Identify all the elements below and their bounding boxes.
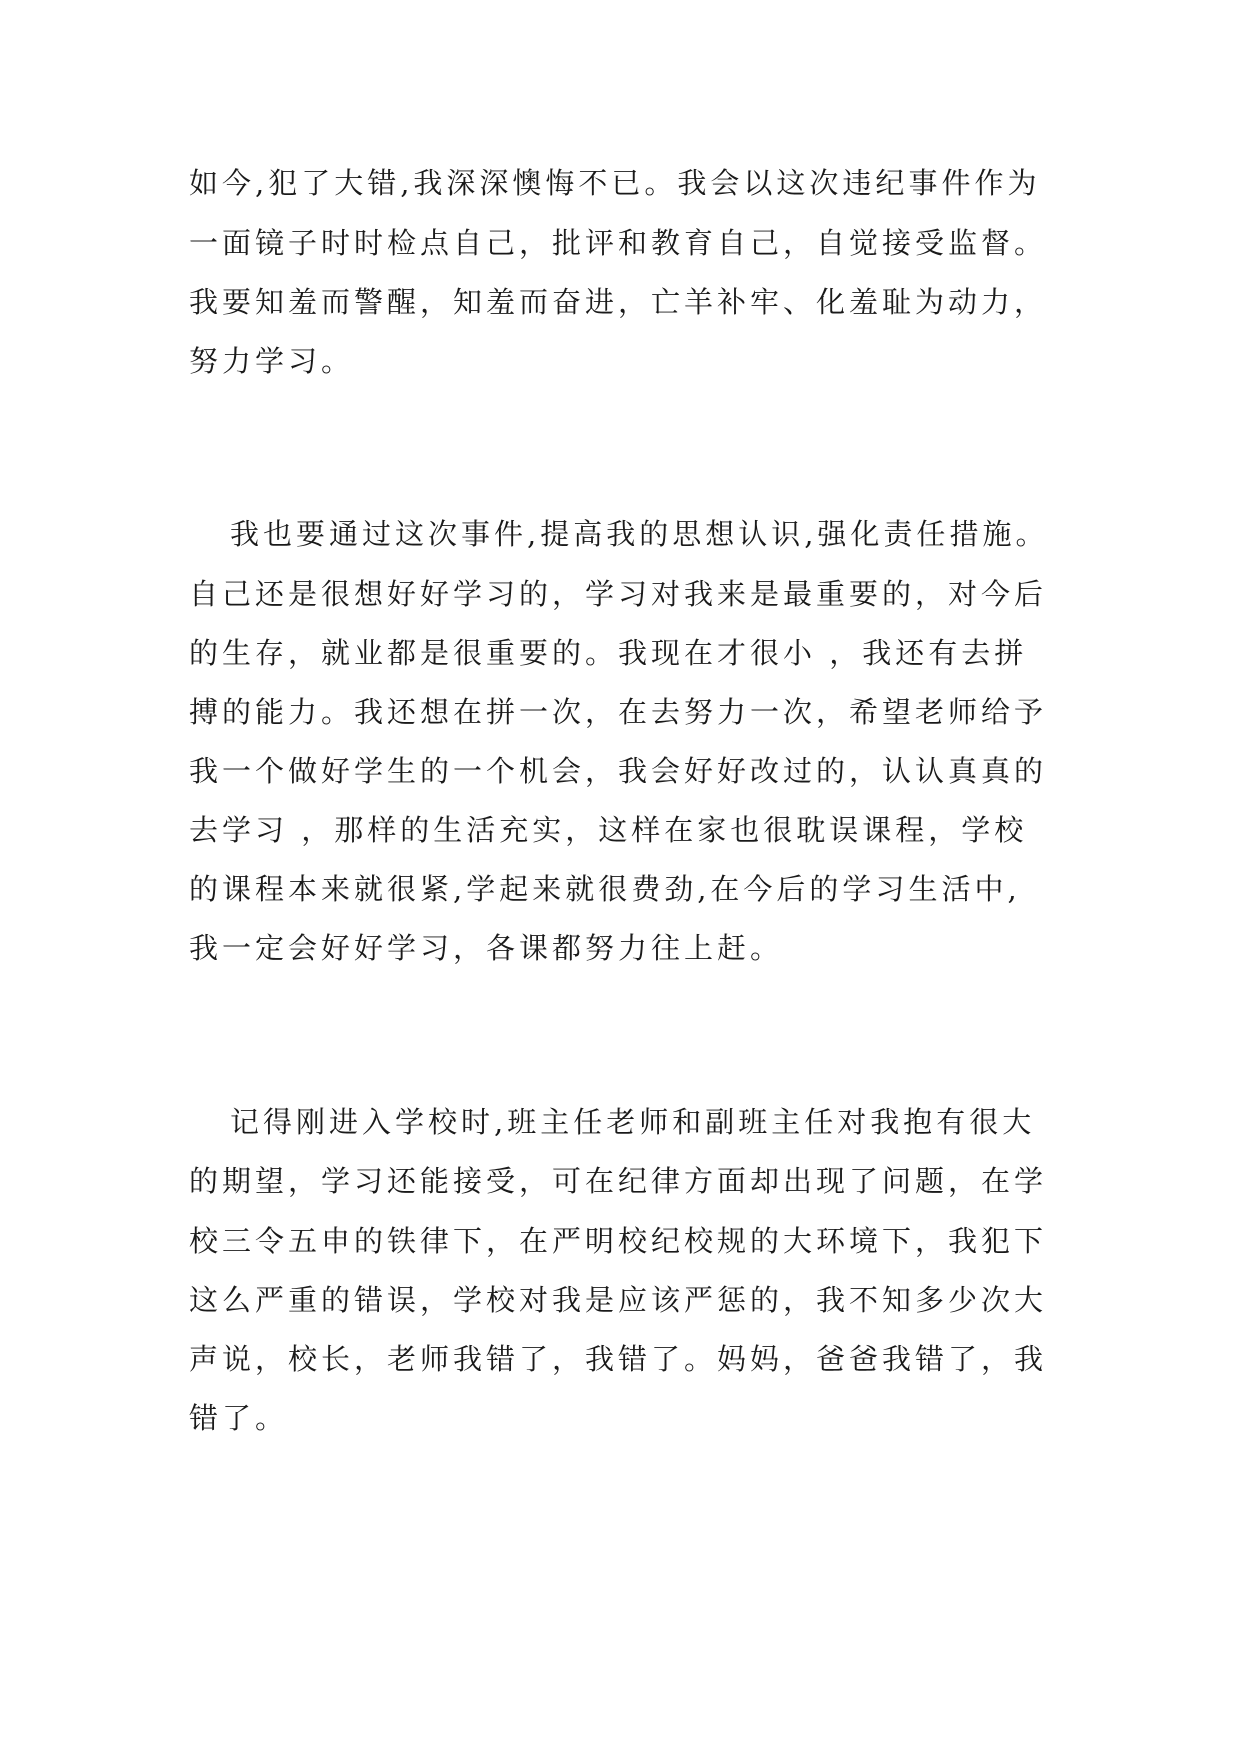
paragraph-line: 自己还是很想好好学习的，学习对我来是最重要的，对今后 <box>189 577 1048 611</box>
paragraph-line: 的期望，学习还能接受，可在纪律方面却出现了问题，在学 <box>189 1164 1048 1198</box>
paragraph-line: 错了。 <box>189 1401 289 1435</box>
paragraph-line: 如今,犯了大错,我深深懊悔不已。我会以这次违纪事件作为 <box>189 166 1041 200</box>
paragraph-line: 我一定会好好学习，各课都努力往上赶。 <box>189 931 784 965</box>
paragraph-line: 的生存，就业都是很重要的。我现在才很小 ，我还有去拼 <box>189 636 1028 670</box>
paragraph-line: 这么严重的错误，学校对我是应该严惩的，我不知多少次大 <box>189 1283 1048 1317</box>
paragraph-line: 的课程本来就很紧,学起来就很费劲,在今后的学习生活中, <box>189 872 1021 906</box>
paragraph-line: 去学习 ，那样的生活充实，这样在家也很耽误课程，学校 <box>189 813 1028 847</box>
paragraph-line: 搏的能力。我还想在拼一次，在去努力一次，希望老师给予 <box>189 695 1048 729</box>
paragraph-line: 记得刚进入学校时,班主任老师和副班主任对我抱有很大 <box>230 1105 1036 1139</box>
paragraph-line: 声说，校长，老师我错了，我错了。妈妈，爸爸我错了，我 <box>189 1342 1048 1376</box>
paragraph-line: 校三令五申的铁律下，在严明校纪校规的大环境下，我犯下 <box>189 1224 1048 1258</box>
paragraph-line: 努力学习。 <box>189 344 355 378</box>
paragraph-line: 一面镜子时时检点自己，批评和教育自己，自觉接受监督。 <box>189 226 1048 260</box>
paragraph-line: 我一个做好学生的一个机会，我会好好改过的，认认真真的 <box>189 754 1048 788</box>
paragraph-line: 我要知羞而警醒，知羞而奋进，亡羊补牢、化羞耻为动力， <box>189 285 1048 319</box>
paragraph-line: 我也要通过这次事件,提高我的思想认识,强化责任措施。 <box>230 517 1049 551</box>
